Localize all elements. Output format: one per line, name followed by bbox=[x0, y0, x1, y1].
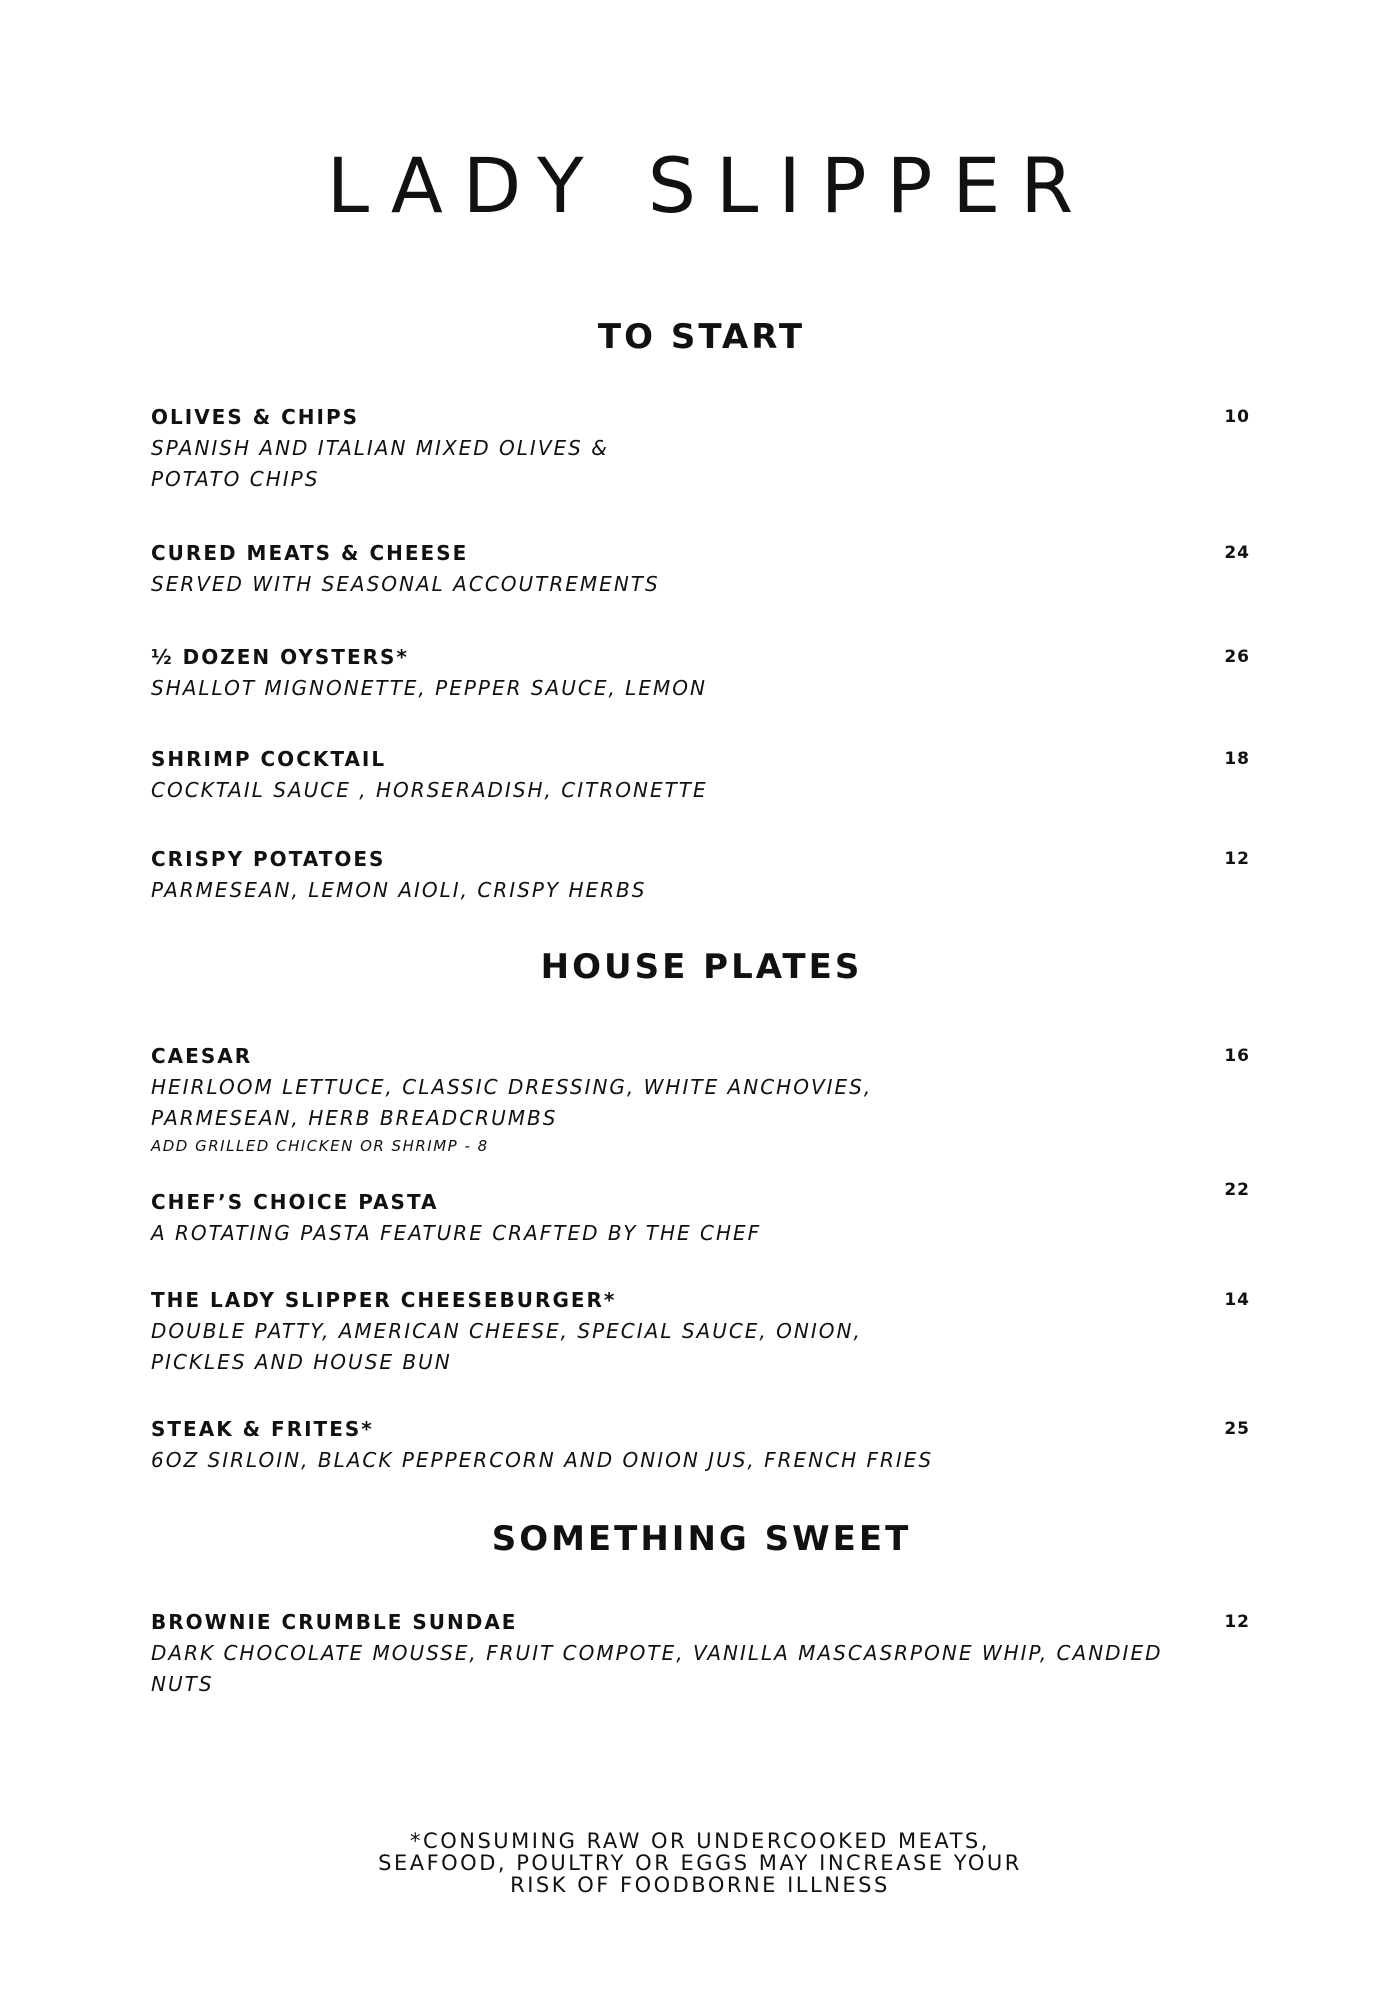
item-price: 16 bbox=[1224, 1046, 1250, 1066]
item-description: 6OZ SIRLOIN, BLACK PEPPERCORN AND ONION JUS, FRENCH FRIES bbox=[151, 1448, 934, 1472]
item-description: DOUBLE PATTY, AMERICAN CHEESE, SPECIAL SAUCE, ONION, PICKLES AND HOUSE BUN bbox=[151, 1319, 862, 1374]
item-price: 25 bbox=[1224, 1419, 1250, 1439]
item-price: 14 bbox=[1224, 1290, 1250, 1310]
menu-item bbox=[151, 402, 1251, 495]
item-description: DARK CHOCOLATE MOUSSE, FRUIT COMPOTE, VANILLA MASCASRPONE WHIP, CANDIED NUTS bbox=[151, 1641, 1163, 1696]
item-price: 10 bbox=[1224, 407, 1250, 427]
item-price: 12 bbox=[1224, 849, 1250, 869]
item-price: 12 bbox=[1224, 1612, 1250, 1632]
item-name: STEAK & FRITES* bbox=[151, 1417, 374, 1441]
item-price: 22 bbox=[1224, 1180, 1250, 1200]
menu-item bbox=[151, 1041, 1251, 1158]
menu-item bbox=[151, 642, 1251, 704]
item-description: SERVED WITH SEASONAL ACCOUTREMENTS bbox=[151, 572, 660, 596]
item-description: PARMESEAN, LEMON AIOLI, CRISPY HERBS bbox=[151, 878, 647, 902]
item-name: CHEF’S CHOICE PASTA bbox=[151, 1190, 439, 1214]
item-description: SHALLOT MIGNONETTE, PEPPER SAUCE, LEMON bbox=[151, 676, 707, 700]
item-add-on-note: ADD GRILLED CHICKEN OR SHRIMP - 8 bbox=[151, 1137, 489, 1155]
item-price: 26 bbox=[1224, 647, 1250, 667]
item-price: 18 bbox=[1224, 749, 1250, 769]
menu-item bbox=[151, 744, 1251, 806]
item-description: COCKTAIL SAUCE , HORSERADISH, CITRONETTE bbox=[151, 778, 708, 802]
item-name: OLIVES & CHIPS bbox=[151, 405, 360, 429]
item-name: ½ DOZEN OYSTERS* bbox=[151, 645, 409, 669]
menu-item bbox=[151, 1285, 1251, 1378]
menu-item bbox=[151, 1607, 1251, 1700]
section-heading-to-start: TO START bbox=[597, 317, 806, 357]
item-name: CURED MEATS & CHEESE bbox=[151, 541, 469, 565]
item-name: SHRIMP COCKTAIL bbox=[151, 747, 387, 771]
menu-item bbox=[151, 1414, 1251, 1476]
item-name: BROWNIE CRUMBLE SUNDAE bbox=[151, 1610, 518, 1634]
item-name: THE LADY SLIPPER CHEESEBURGER* bbox=[151, 1288, 617, 1312]
item-description: HEIRLOOM LETTUCE, CLASSIC DRESSING, WHITE ANCHOVIES, PARMESEAN, HERB BREADCRUMBS bbox=[151, 1075, 873, 1130]
item-description: SPANISH AND ITALIAN MIXED OLIVES & POTATO CHIPS bbox=[151, 436, 609, 491]
raw-food-advisory: *CONSUMING RAW OR UNDERCOOKED MEATS, SEAFOOD, POULTRY OR EGGS MAY INCREASE YOUR RISK OF FOODBORNE ILLNESS bbox=[378, 1829, 1022, 1897]
menu-item bbox=[151, 844, 1251, 906]
page-title: LADY SLIPPER bbox=[326, 141, 1094, 230]
item-price: 24 bbox=[1224, 543, 1250, 563]
item-description: A ROTATING PASTA FEATURE CRAFTED BY THE CHEF bbox=[151, 1221, 762, 1245]
section-heading-something-sweet: SOMETHING SWEET bbox=[491, 1519, 912, 1559]
menu-item bbox=[151, 1180, 1251, 1249]
menu-item bbox=[151, 538, 1251, 600]
section-heading-house-plates: HOUSE PLATES bbox=[540, 947, 863, 987]
item-name: CAESAR bbox=[151, 1044, 253, 1068]
item-name: CRISPY POTATOES bbox=[151, 847, 386, 871]
